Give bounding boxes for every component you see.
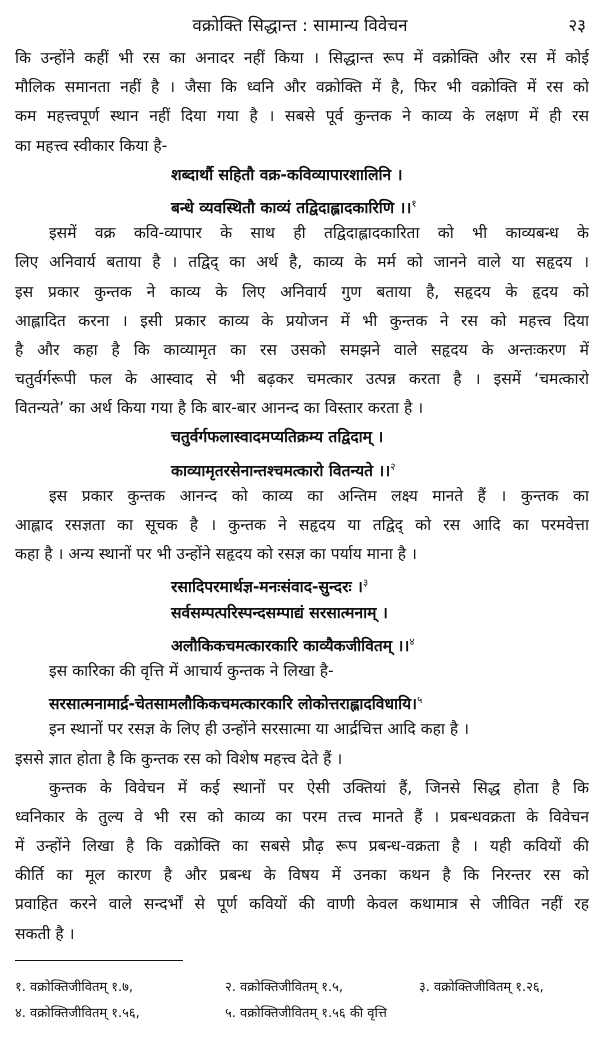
text-line: आह्लादित करना । इसी प्रकार काव्य के प्रयोजन में भी कुन्तक ने रस को महत्त्व दिया — [15, 311, 589, 330]
footnote: २. वक्रोक्तिजीवितम् १.५, — [225, 980, 344, 995]
text-line: प्रवाहित करने वाले सन्दर्भों से पूर्ण कवियों की वाणी केवल कथामात्र से जीवित नहीं रह — [15, 895, 589, 914]
text-line: मौलिक समानता नहीं है । जैसा कि ध्वनि और वक्रोक्ति में है, फिर भी वक्रोक्ति में रस को — [15, 78, 589, 97]
main-text — [15, 44, 589, 949]
verse-line — [15, 599, 589, 628]
text-line: है और कहा है कि काव्यामृत का रस उसको समझने वाले सहृदय के अन्तःकरण में — [15, 340, 589, 359]
verse-line — [15, 453, 589, 482]
verse-text: बन्धे व्यवस्थितौ काव्यं तद्विदाह्लादकारिणि ।। — [171, 198, 412, 217]
footnote: ५. वक्रोक्तिजीवितम् १.५६ की वृत्ति — [225, 1006, 387, 1021]
page-number: २३ — [568, 16, 586, 36]
footnote-mark: ३ — [362, 578, 369, 590]
text-line: कीर्ति का मूल कारण है और प्रबन्ध के विषय में उनका कथन है कि निरन्तर रस को — [15, 866, 589, 885]
footnote-row — [15, 975, 589, 1001]
text-line: कि उन्होंने कहीं भी रस का अनादर नहीं किया । सिद्धान्त रूप में वक्रोक्ति और रस में कोई — [15, 49, 589, 67]
text-line: कुन्तक के विवेचन में कई स्थानों पर ऐसी उक्तियां हैं, जिनसे सिद्ध होता है कि — [49, 778, 589, 797]
text-line: ध्वनिकार के तुल्य वे भी रस को काव्य का परम तत्त्व मानते हैं । प्रबन्धवक्रता के विवेचन — [15, 807, 589, 826]
text-line: कहा है । अन्य स्थानों पर भी उन्होंने सहृदय को रसज्ञ का पर्याय माना है । — [15, 545, 417, 564]
verse-text: सर्वसम्पत्परिस्पन्दसम्पाद्यं सरसात्मनाम् । — [171, 603, 388, 622]
text-line: इस कारिका की वृत्ति में आचार्य कुन्तक ने लिखा है- — [49, 661, 334, 680]
verse-line — [15, 423, 589, 452]
footnote-mark: २ — [390, 461, 396, 473]
text-line: चतुर्वर्गरूपी फल के आस्वाद से भी बढ़कर चमत्कार उत्पन्न करता है । इसमें ‘चमत्कारो — [15, 370, 589, 389]
footnote: १. वक्रोक्तिजीवितम् १.७, — [15, 980, 134, 995]
verse-line — [15, 161, 589, 190]
text-line: इस प्रकार कुन्तक आनन्द को काव्य का अन्तिम लक्ष्य मानते हैं । कुन्तक का — [49, 486, 589, 505]
chapter-title: वक्रोक्ति सिद्धान्त : सामान्य विवेचन — [192, 16, 408, 36]
text-line: इन स्थानों पर रसज्ञ के लिए ही उन्होंने सरसात्मा या आर्द्रचित्त आदि कहा है । — [49, 720, 470, 739]
verse-line — [15, 190, 589, 219]
footnotes — [15, 975, 589, 1027]
verse-text: अलौकिकचमत्कारकारि काव्यैकजीवितम् ।। — [171, 636, 410, 655]
verse-text: काव्यामृतरसेनान्तश्चमत्कारो वितन्यते ।। — [171, 461, 391, 480]
footnote-mark: ४ — [409, 636, 415, 648]
verse-line — [15, 569, 589, 598]
text-line: का महत्त्व स्वीकार किया है- — [15, 136, 168, 155]
footnote: ३. वक्रोक्तिजीवितम् १.२६, — [419, 980, 544, 995]
text-line: सकती है । — [15, 924, 75, 943]
text-line: इसमें वक्र कवि-व्यापार के साथ ही तद्विदाह्लादकारिता को भी काव्यबन्ध के — [49, 224, 589, 243]
footnote-separator — [15, 960, 183, 961]
text-line: लिए अनिवार्य बताया है । तद्विद् का अर्थ है, काव्य के मर्म को जानने वाले या सहृदय । — [15, 253, 589, 272]
text-line: कम महत्त्वपूर्ण स्थान नहीं दिया गया है । सबसे पूर्व कुन्तक ने काव्य के लक्षण में ही रस — [15, 107, 589, 126]
footnote: ४. वक्रोक्तिजीवितम् १.५६, — [15, 1006, 140, 1021]
footnote-row — [15, 1001, 589, 1027]
footnote-mark: १ — [411, 198, 417, 210]
text-line: इससे ज्ञात होता है कि कुन्तक रस को विशेष महत्त्व देते हैं । — [15, 749, 343, 768]
text-line: में उन्होंने लिखा है कि वक्रोक्ति का सबसे प्रौढ़ रूप प्रबन्ध-वक्रता है । यही कवियों की — [15, 837, 589, 856]
text-line: इस प्रकार कुन्तक ने काव्य के लिए अनिवार्य गुण बताया है, सहृदय के हृदय को — [15, 282, 589, 301]
running-header — [0, 14, 600, 40]
verse-text: सरसात्मनामार्द्र-चेतसामलौकिकचमत्कारकारि लोकोत्तराह्लादविधायि। — [49, 695, 418, 714]
verse-text: रसादिपरमार्थज्ञ-मनःसंवाद-सुन्दरः । — [171, 578, 363, 597]
footnote-mark: ५ — [417, 695, 423, 707]
text-line: वितन्यते’ का अर्थ किया गया है कि बार-बार आनन्द का विस्तार करता है । — [15, 399, 424, 418]
verse-text: शब्दार्थौ सहितौ वक्र-कविव्यापारशालिनि । — [171, 165, 403, 184]
verse-line — [15, 686, 589, 715]
text-line: आह्लाद रसज्ञता का सूचक है । कुन्तक ने सहृदय या तद्विद् को रस आदि का परमवेत्ता — [15, 516, 589, 534]
verse-line — [15, 628, 589, 657]
verse-text: चतुर्वर्गफलास्वादमप्यतिक्रम्य तद्विदाम् । — [171, 428, 384, 447]
